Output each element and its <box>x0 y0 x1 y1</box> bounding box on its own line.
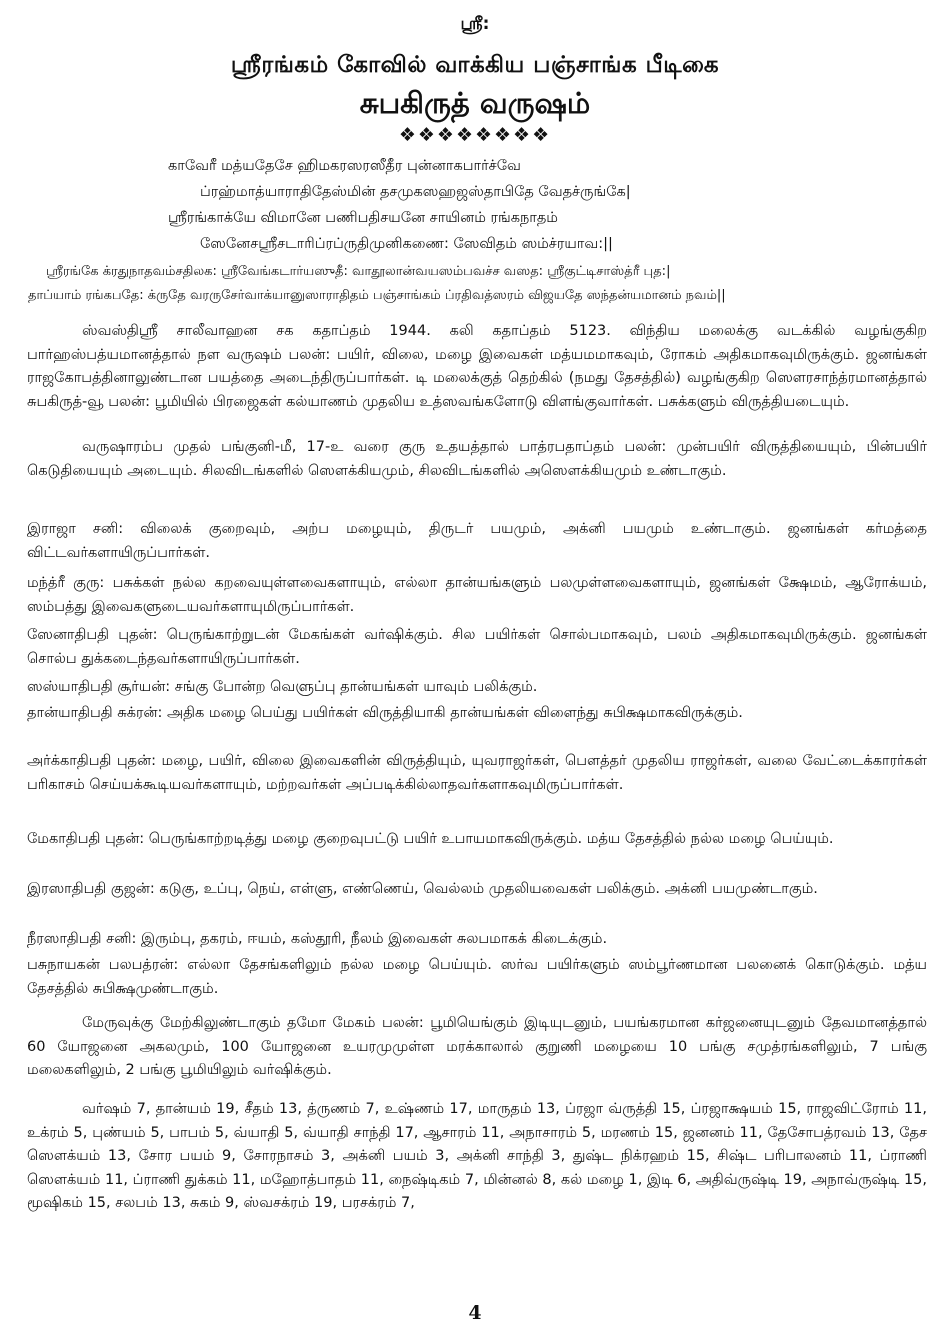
paragraph-phala-values: வர்ஷம் 7, தான்யம் 19, சீதம் 13, த்ருணம் 7, உஷ்ணம் 17, மாருதம் 13, ப்ரஜா வ்ருத்தி 15, ப்ரஜாக்ஷயம் 15, ராஜவிட்ரோம் 11, உக்ரம் 5, புண்யம் 5, பாபம் 5, வ்யாதி 5, வ்யாதி சாந்தி 17, ஆசாரம் 11, அநாசாரம் 5, மரணம் 15, ஜனனம் 11, தேசோபத்ரவம் 13, தேச ஸௌக்யம் 13, சோர பயம் 9, சோரநாசம் 3, அக்னி பயம் 3, அக்னி சாந்தி 3, துஷ்ட நிக்ரஹம் 15, சிஷ்ட பரிபாலனம் 11, ப்ராணி ஸௌக்யம் 11, ப்ராணி துக்கம் 11, மஹோத்பாதம் 11, நைஷ்டிகம் 7, மின்னல் 8, கல் மழை 1, இடி 6, அதிவ்ருஷ்டி 19, அநாவ்ருஷ்டி 15, மூஷிகம் 15, சலபம் 13, சுகம் 9, ஸ்வசக்ரம் 19, பரசக்ரம் 7, <box>27 1101 927 1211</box>
paragraph-dhanyadhipati: தான்யாதிபதி சுக்ரன்: அதிக மழை பெய்து பயிர்கள் விருத்தியாகி தான்யங்கள் விளைந்து சுபிக்ஷமாகவிருக்கும். <box>27 705 743 721</box>
paragraph-senadhipati: ஸேனாதிபதி புதன்: பெருங்காற்றுடன் மேகங்கள் வர்ஷிக்கும். சில பயிர்கள் சொல்பமாகவும், பலம் அதிகமாகவுமிருக்கும். ஜனங்கள் சொல்ப துக்கடைந்தவர்களாயிருப்பார்கள். <box>27 627 927 667</box>
verse-line-5: ஸ்ரீரங்கே க்ரதுநாதவம்சதிலக: ஸ்ரீவேங்கடார்யஸுதீ: வாதூலான்வயஸம்பவச்ச வஸத: ஸ்ரீகுட்டிசாஸ்த்ரீ புத:| <box>46 264 671 279</box>
verse-line-6: தாப்யாம் ரங்கபதே: க்ருதே வரருசேர்வாக்யானுஸாராதிதம் பஞ்சாங்கம் ப்ரதிவத்ஸரம் விஜயதே ஸந்தன்யமானம் நவம்|| <box>28 288 726 303</box>
year-title: சுபகிருத் வருஷம் <box>359 86 591 120</box>
page-number: 4 <box>468 1302 482 1324</box>
paragraph-raja: இராஜா சனி: விலைக் குறைவும், அற்ப மழையும், திருடர் பயமும், அக்னி பயமும் உண்டாகும். ஜனங்கள் கர்மத்தை விட்டவர்களாயிருப்பார்கள். <box>27 521 927 561</box>
verse-line-3: ஸ்ரீரங்காக்யே விமானே பணிபதிசயனே சாயினம் ரங்கநாதம் <box>168 210 558 226</box>
verse-line-1: காவேரீ மத்யதேசே ஹிமகரஸரஸீதீர புன்னாகபார்ச்வே <box>168 158 521 174</box>
paragraph-arkadhipati: அர்க்காதிபதி புதன்: மழை, பயிர், விலை இவைகளின் விருத்தியும், யுவராஜர்கள், பௌத்தர் முதலிய ராஜர்கள், வலை வேட்டைக்காரர்கள் பரிகாசம் செய்யக்கூடியவர்களாயும், மற்றவர்கள் அப்படிக்கில்லாதவர்களாகவுமிருப்பார்கள். <box>27 753 927 793</box>
paragraph-rasadhipati: இரஸாதிபதி குஜன்: கடுகு, உப்பு, நெய், எள்ளு, எண்ணெய், வெல்லம் முதலியவைகள் பலிக்கும். அக்னி பயமுண்டாகும். <box>27 881 818 897</box>
page-title: ஸ்ரீரங்கம் கோவில் வாக்கிய பஞ்சாங்க பீடிகை <box>230 52 720 78</box>
paragraph-year-intro: ஸ்வஸ்திஸ்ரீ சாலீவாஹன சக கதாப்தம் 1944. கலி கதாப்தம் 5123. விந்திய மலைக்கு வடக்கில் வழங்குகிற பார்ஹஸ்பத்யமானத்தால் நள வருஷம் பலன்: பயிர், விலை, மழை இவைகள் மத்யமமாகவும், ரோகம் அதிகமாகவுமிருக்கும். ஜனங்கள் ராஜகோபத்தினாலுண்டான பயத்தை அடைந்திருப்பார்கள். டி மலைக்குத் தெற்கில் (நமது தேசத்தில்) வழங்குகிற ஸௌரசாந்த்ரமானத்தால் சுபகிருத்-வூ பலன்: பூமியில் பிரஜைகள் கல்யாணம் முதலிய உத்ஸவங்களோடு விளங்குவார்கள். பசுக்களும் விருத்தியடையும். <box>27 323 927 410</box>
paragraph-nirasadhipati: நீரஸாதிபதி சனி: இரும்பு, தகரம், ஈயம், கஸ்தூரி, நீலம் இவைகள் சுலபமாகக் கிடைக்கும். <box>27 931 608 947</box>
paragraph-sasyadhipati: ஸஸ்யாதிபதி சூர்யன்: சங்கு போன்ற வெளுப்பு தான்யங்கள் யாவும் பலிக்கும். <box>27 679 538 695</box>
paragraph-mantri: மந்த்ரீ குரு: பசுக்கள் நல்ல கறவையுள்ளவைகளாயும், எல்லா தான்யங்களும் பலமுள்ளவைகளாயும், ஜனங்கள் க்ஷேமம், ஆரோக்யம், ஸம்பத்து இவைகளுடையவர்களாயுமிருப்பார்கள். <box>27 575 927 615</box>
verse-line-2: ப்ரஹ்மாத்யாராதிதேஸ்மின் தசமுகஸஹஜஸ்தாபிதே வேதச்ருங்கே| <box>200 184 631 200</box>
verse-line-4: ஸேனேசஸ்ரீசடாரிப்ரப்ருதிமுனிகணை: ஸேவிதம் ஸம்ச்ரயாவ:|| <box>200 236 613 252</box>
paragraph-pasunayakan: பசுநாயகன் பலபத்ரன்: எல்லா தேசங்களிலும் நல்ல மழை பெய்யும். ஸர்வ பயிர்களும் ஸம்பூர்ணமான பலனைக் கொடுக்கும். மத்ய தேசத்தில் சுபிக்ஷமுண்டாகும். <box>27 957 927 997</box>
paragraph-guru-udayam: வருஷாரம்ப முதல் பங்குனி-மீ, 17-உ வரை குரு உதயத்தால் பாத்ரபதாப்தம் பலன்: முன்பயிர் விருத்தியையும், பின்பயிர் கெடுதியையும் அடையும். சிலவிடங்களில் ஸௌக்கியமும், சிலவிடங்களில் அஸௌக்கியமும் உண்டாகும். <box>27 439 927 479</box>
paragraph-megadhipati: மேகாதிபதி புதன்: பெருங்காற்றடித்து மழை குறைவுபட்டு பயிர் உபாயமாகவிருக்கும். மத்ய தேசத்தில் நல்ல மழை பெய்யும். <box>27 831 834 847</box>
ornament-divider: ❖❖❖❖❖❖❖❖ <box>398 124 552 146</box>
sri-heading: ஸ்ரீ: <box>460 14 490 34</box>
paragraph-thamo-megam: மேருவுக்கு மேற்கிலுண்டாகும் தமோ மேகம் பலன்: பூமியெங்கும் இடியுடனும், பயங்கரமான கர்ஜனையுடனும் தேவமானத்தால் 60 யோஜனை அகலமும், 100 யோஜனை உயரமுமுள்ள மரக்காலால் குறுணி மழையை 10 பங்கு சமுத்ரங்களிலும், 7 பங்கு மலைகளிலும், 2 பங்கு பூமியிலும் வர்ஷிக்கும். <box>27 1015 927 1078</box>
